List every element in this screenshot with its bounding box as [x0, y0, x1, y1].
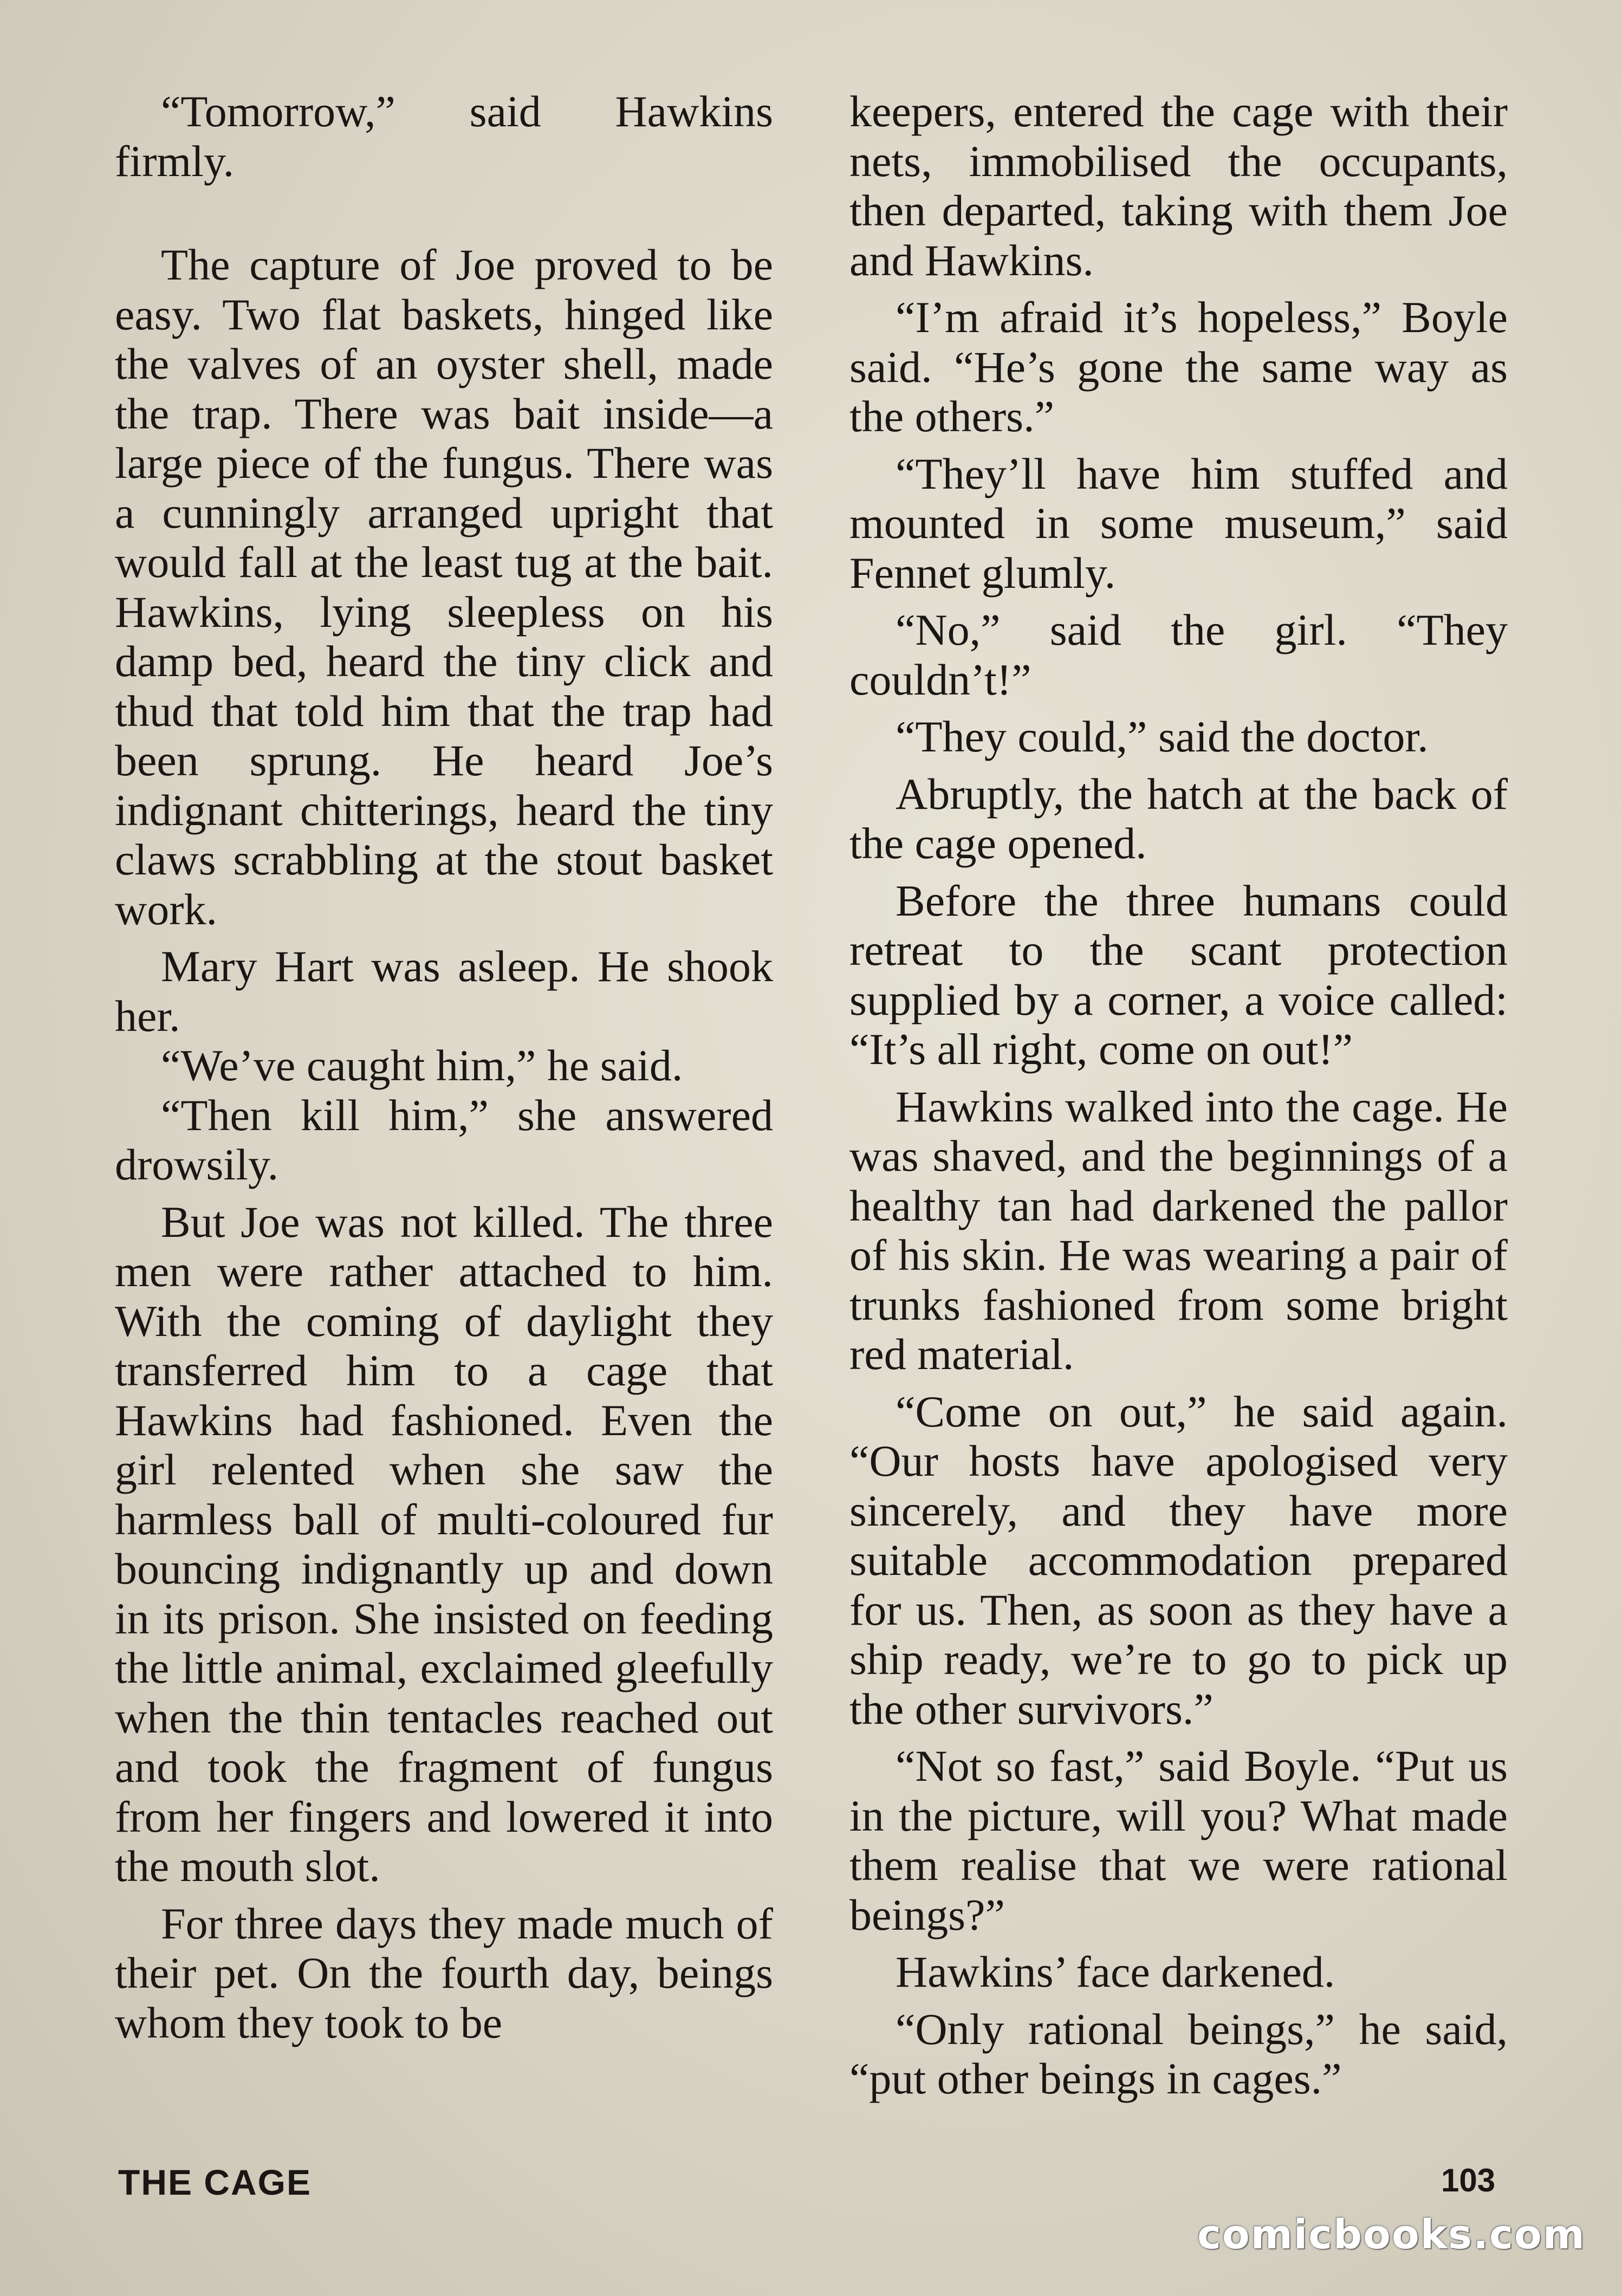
paragraph: “Not so fast,” said Boyle. “Put us in the picture, will you? What made them realise that we were rational beings?” — [849, 1741, 1508, 1940]
paragraph: Mary Hart was asleep. He shook her. — [115, 942, 773, 1041]
paragraph: “They could,” said the doctor. — [896, 712, 1429, 761]
paragraph: “They’ll have him stuffed and mounted in some museum,” said Fennet glumly. — [849, 449, 1508, 598]
running-title: THE CAGE — [118, 2162, 312, 2202]
paragraph: “We’ve caught him,” he said. — [161, 1041, 683, 1090]
paragraph: Before the three humans could retreat to the scant protection supplied by a corner, a voice called: “It’s all right, come on out!” — [849, 875, 1508, 1074]
paragraph: Hawkins’ face darkened. — [896, 1947, 1335, 1996]
paragraph: Abruptly, the hatch at the back of the cage opened. — [849, 769, 1508, 868]
paragraph: “Only rational beings,” he said, “put other beings in cages.” — [849, 2004, 1508, 2103]
paragraph: keepers, entered the cage with their nets, immobilised the occupants, then departed, taking with them Joe and Hawkins. — [849, 87, 1508, 285]
right-text-column — [849, 87, 1508, 2104]
page-number: 103 — [1441, 2162, 1496, 2198]
left-text-column — [115, 87, 773, 2047]
paragraph: “Then kill him,” she answered drowsily. — [115, 1090, 773, 1189]
paragraph: For three days they made much of their pet. On the fourth day, beings whom they took to be — [115, 1898, 773, 2047]
paragraph: “Come on out,” he said again. “Our hosts have apologised very sincerely, and they have more suitable accommodation prepared for us. Then, as soon as they have a ship ready, we’re to go to pick up the other survivors.” — [849, 1386, 1508, 1734]
paragraph: “No,” said the girl. “They couldn’t!” — [849, 605, 1508, 704]
watermark: comicbooks.com — [1197, 2211, 1586, 2258]
paragraph: Hawkins walked into the cage. He was shaved, and the beginnings of a healthy tan had darkened the pallor of his skin. He was wearing a pair of trunks fashioned from some bright red material. — [849, 1081, 1508, 1379]
paragraph: “I’m afraid it’s hopeless,” Boyle said. “He’s gone the same way as the others.” — [849, 293, 1508, 441]
paragraph: The capture of Joe proved to be easy. Two flat baskets, hinged like the valves of an oyster shell, made the trap. There was bait inside—a large piece of the fungus. There was a cunningly arranged upright that would fall at the least tug at the bait. Hawkins, lying sleepless on his damp bed, heard the tiny click and thud that told him that the trap had been sprung. He heard Joe’s indignant chitterings, heard the tiny claws scrabbling at the stout basket work. — [115, 240, 773, 934]
paragraph: “Tomorrow,” said Hawkins firmly. — [115, 87, 773, 186]
paragraph: But Joe was not killed. The three men were rather attached to him. With the coming of daylight they transferred him to a cage that Hawkins had fashioned. Even the girl relented when she saw the harmless ball of multi-coloured fur bouncing indignantly up and down in its prison. She insisted on feeding the little animal, exclaimed gleefully when the thin tentacles reached out and took the fragment of fungus from her fingers and lowered it into the mouth slot. — [115, 1197, 773, 1891]
